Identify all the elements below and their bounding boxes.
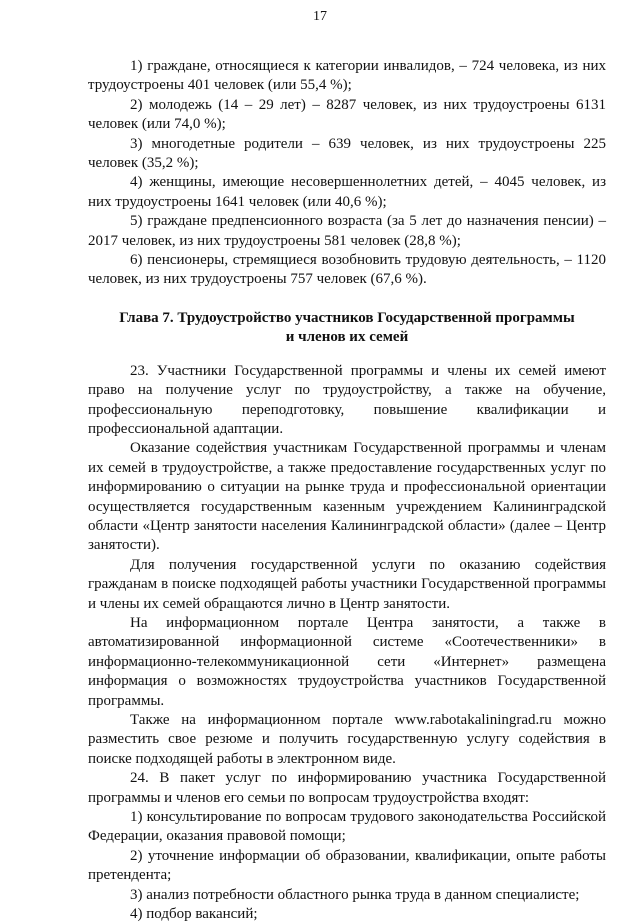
chapter-heading [88,309,606,348]
chapter-heading-line: и членов их семей [285,329,409,346]
list-item: 5) граждане предпенсионного возраста (за 5 лет до назначения пенсии) – 2017 человек, из них трудоустроены 581 человек (28,8 %); [88,213,606,249]
paragraph: Оказание содействия участникам Государственной программы и членам их семей в трудоустройстве, а также предоставление государственных услуг по информированию о ситуации на рынке труда и профессиональной ориентации осуществляется государственным казенным учреждением Калининградской области «Центр занятости населения Калининградской области» (далее – Центр занятости). [88,440,606,554]
paragraph: Также на информационном портале www.rabotakaliningrad.ru можно разместить свое резюме и получить государственную услугу содействия в поиске подходящей работы в электронном виде. [88,712,606,767]
paragraph: 2) уточнение информации об образовании, квалификации, опыте работы претендента; [88,847,606,884]
list-item: 1) граждане, относящиеся к категории инвалидов, – 724 человека, из них трудоустроены 401 человек (или 55,4 %); [88,58,606,94]
document-body [88,57,606,924]
paragraph: 24. В пакет услуг по информированию участника Государственной программы и членов его семьи по вопросам трудоустройства входят: [88,770,606,806]
page-number: 17 [313,9,327,24]
paragraph: 3) анализ потребности областного рынка труда в данном специалисте; [130,886,580,903]
chapter-heading-line: Глава 7. Трудоустройство участников Государственной программы [119,309,575,326]
list-item: 6) пенсионеры, стремящиеся возобновить трудовую деятельность, – 1120 человек, из них трудоустроены 757 человек (67,6 %). [88,252,606,288]
list-item: 3) многодетные родители – 639 человек, из них трудоустроены 225 человек (35,2 %); [88,135,606,172]
list-item: 4) женщины, имеющие несовершеннолетних детей, – 4045 человек, из них трудоустроены 1641 человек (или 40,6 %); [88,174,606,210]
paragraph: 23. Участники Государственной программы и члены их семей имеют право на получение услуг по трудоустройству, а также на обучение, профессиональную переподготовку, повышение квалификации и профессиональной адаптации. [88,362,606,437]
paragraph: 1) консультирование по вопросам трудового законодательства Российской Федерации, оказания правовой помощи; [88,809,606,845]
paragraph: Для получения государственной услуги по оказанию содействия гражданам в поиске подходящей работы участники Государственной программы и члены их семей обращаются лично в Центр занятости. [88,556,606,612]
list-item: 2) молодежь (14 – 29 лет) – 8287 человек, из них трудоустроены 6131 человек (или 74,0 %); [88,96,606,133]
paragraph: На информационном портале Центра занятости, а также в автоматизированной информационной системе «Соотечественники» в информационно-телекоммуникационной сети «Интернет» размещена информация о возможностях трудоустройства участников Государственной программы. [88,614,606,709]
paragraph: 4) подбор вакансий; [130,906,258,923]
